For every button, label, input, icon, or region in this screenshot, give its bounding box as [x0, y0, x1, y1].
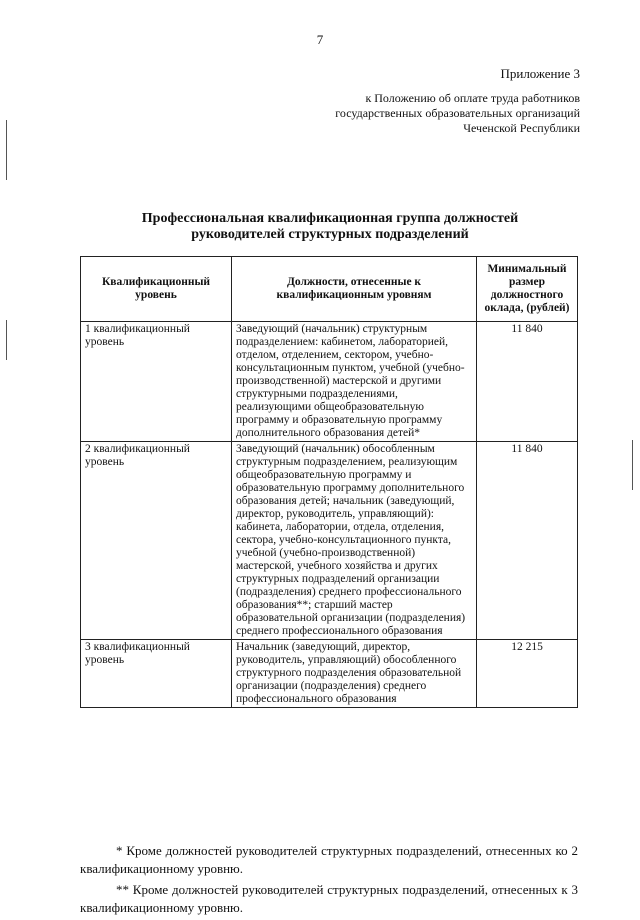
- footnote-2: ** Кроме должностей руководителей структурных подразделений, отнесенных к 3 квалификационному уровню.: [80, 882, 578, 915]
- row-2-positions: Заведующий (начальник) обособленным структурным подразделением, реализующим общеобразовательную программу и образовательную программу дополнительного образования детей; начальник (заведующий, директор, руководитель, управляющий): кабинета, лаборатории, отдела, отделения, сектора, учебно-консультационного пункта, учебной (учебно-производственной) мастерской, учебного хозяйства и других структурных подразделений организации (подразделения) среднего профессионального образования**; старший мастер образовательной организации (подразделения) среднего профессионального образования: [232, 442, 477, 640]
- row-3-salary: 12 215: [477, 640, 578, 708]
- appendix-line-1: к Положению об оплате труда работников: [365, 91, 580, 105]
- table-row: [81, 322, 578, 442]
- row-1-salary: 11 840: [477, 322, 578, 442]
- appendix-line-2: государственных образовательных организаций: [335, 106, 580, 120]
- scan-edge-mark-left: [6, 120, 7, 180]
- header-level: Квалификационный уровень: [81, 257, 232, 322]
- row-2-level: 2 квалификационный уровень: [81, 442, 232, 640]
- page-number: 7: [316, 32, 324, 47]
- row-1-level: 1 квалификационный уровень: [81, 322, 232, 442]
- table-row: [81, 442, 578, 640]
- row-2-salary: 11 840: [477, 442, 578, 640]
- header-salary: Минимальный размер должностного оклада, (рублей): [477, 257, 578, 322]
- scan-edge-mark-right: [632, 440, 633, 490]
- header-positions: Должности, отнесенные к квалификационным уровням: [232, 257, 477, 322]
- document-title-line-2: руководителей структурных подразделений: [191, 227, 469, 242]
- scan-edge-mark-left-2: [6, 320, 7, 360]
- document-title-line-1: Профессиональная квалификационная группа должностей: [141, 211, 519, 226]
- appendix-title: Приложение 3: [500, 66, 580, 81]
- appendix-block: [335, 66, 580, 136]
- appendix-line-3: Чеченской Республики: [463, 121, 580, 135]
- row-1-positions: Заведующий (начальник) структурным подразделением: кабинетом, лабораторией, отделом, отделением, сектором, учебно-консультационным пунктом, учебной (учебно-производственной) мастерской и другими структурными подразделениями, реализующими общеобразовательную программу и образовательную программу дополнительного образования детей*: [232, 322, 477, 442]
- table-row: [81, 640, 578, 708]
- row-3-level: 3 квалификационный уровень: [81, 640, 232, 708]
- table-header-row: [81, 257, 578, 322]
- qualification-table: [80, 256, 578, 708]
- row-3-positions: Начальник (заведующий, директор, руководитель, управляющий) обособленного структурного подразделения образовательной организации (подразделения) среднего профессионального образования: [232, 640, 477, 708]
- footnotes: [80, 842, 578, 920]
- footnote-1: * Кроме должностей руководителей структурных подразделений, отнесенных ко 2 квалификационному уровню.: [80, 843, 578, 876]
- document-title: [80, 211, 580, 243]
